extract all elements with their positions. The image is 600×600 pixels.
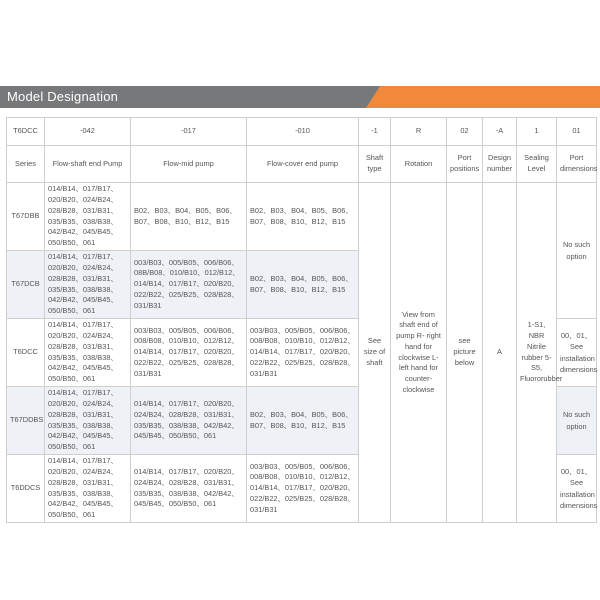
model-designation-table xyxy=(6,117,597,523)
code-cell: -1 xyxy=(359,118,391,146)
port-dimensions-cell: No such option xyxy=(557,183,597,319)
code-cell: 02 xyxy=(447,118,483,146)
design-number-cell: A xyxy=(483,183,517,523)
series-cell: T6DCC xyxy=(7,319,45,387)
code-row xyxy=(7,118,597,146)
code-cell: -A xyxy=(483,118,517,146)
code-cell: -042 xyxy=(45,118,131,146)
code-cell: -010 xyxy=(247,118,359,146)
shaft-end-cell: 014/B14、017/B17、020/B20、024/B24、028/B28、031/B31、035/B35、038/B38、042/B42、045/B45、050/B50、061 xyxy=(45,319,131,387)
series-cell: T67DCB xyxy=(7,251,45,319)
mid-pump-cell: 014/B14、017/B17、020/B20、024/B24、028/B28、031/B31、035/B35、038/B38、042/B42、045/B45、050/B50、061 xyxy=(131,455,247,523)
port-positions-cell: see picture below xyxy=(447,183,483,523)
code-cell: R xyxy=(391,118,447,146)
banner-orange-accent xyxy=(366,86,600,108)
mid-pump-cell: B02、B03、B04、B05、B06、B07、B08、B10、B12、B15 xyxy=(131,183,247,251)
column-header: Sealing Level xyxy=(517,146,557,183)
cover-end-cell: 003/B03、005/B05、006/B06、008/B08、010/B10、012/B12、014/B14、017/B17、020/B20、022/B22、025/B25、028/B28、031/B31 xyxy=(247,455,359,523)
column-header: Series xyxy=(7,146,45,183)
cover-end-cell: B02、B03、B04、B05、B06、B07、B08、B10、B12、B15 xyxy=(247,387,359,455)
column-header: Flow-mid pump xyxy=(131,146,247,183)
column-header: Flow-cover end pump xyxy=(247,146,359,183)
column-header: Shaft type xyxy=(359,146,391,183)
port-dimensions-cell: No such option xyxy=(557,387,597,455)
cover-end-cell: 003/B03、005/B05、006/B06、008/B08、010/B10、012/B12、014/B14、017/B17、020/B20、022/B22、025/B25、028/B28、031/B31 xyxy=(247,319,359,387)
cover-end-cell: B02、B03、B04、B05、B06、B07、B08、B10、B12、B15 xyxy=(247,183,359,251)
rotation-cell: View from shaft end of pump R- right hand for clockwise L- left hand for counter-clockwise xyxy=(391,183,447,523)
code-cell: T6DCC xyxy=(7,118,45,146)
table-row xyxy=(7,183,597,251)
series-cell: T67DBB xyxy=(7,183,45,251)
column-header: Port positions xyxy=(447,146,483,183)
shaft-type-cell: See size of shaft xyxy=(359,183,391,523)
cover-end-cell: B02、B03、B04、B05、B06、B07、B08、B10、B12、B15 xyxy=(247,251,359,319)
section-title: Model Designation xyxy=(7,89,119,104)
column-header: Port dimensions xyxy=(557,146,597,183)
port-dimensions-cell: 00、01、See installation dimensions xyxy=(557,455,597,523)
column-header: Flow-shaft end Pump xyxy=(45,146,131,183)
mid-pump-cell: 003/B03、005/B05、006/B06、008/B08、010/B10、012/B12、014/B14、017/B17、020/B20、022/B22、025/B25、028/B28、031/B31 xyxy=(131,319,247,387)
shaft-end-cell: 014/B14、017/B17、020/B20、024/B24、028/B28、031/B31、035/B35、038/B38、042/B42、045/B45、050/B50、061 xyxy=(45,183,131,251)
code-cell: 1 xyxy=(517,118,557,146)
series-cell: T67DDBS xyxy=(7,387,45,455)
mid-pump-cell: 014/B14、017/B17、020/B20、024/B24、028/B28、031/B31、035/B35、038/B38、042/B42、045/B45、050/B50、061 xyxy=(131,387,247,455)
mid-pump-cell: 003/B03、005/B05、006/B06、08B/B08、010/B10、012/B12、014/B14、017/B17、020/B20、022/B22、025/B25、028/B28、031/B31 xyxy=(131,251,247,319)
shaft-end-cell: 014/B14、017/B17、020/B20、024/B24、028/B28、031/B31、035/B35、038/B38、042/B42、045/B45、050/B50、061 xyxy=(45,251,131,319)
column-header: Rotation xyxy=(391,146,447,183)
header-row xyxy=(7,146,597,183)
shaft-end-cell: 014/B14、017/B17、020/B20、024/B24、028/B28、031/B31、035/B35、038/B38、042/B42、045/B45、050/B50、061 xyxy=(45,387,131,455)
code-cell: 01 xyxy=(557,118,597,146)
port-dimensions-cell: 00、01、See installation dimensions xyxy=(557,319,597,387)
code-cell: -017 xyxy=(131,118,247,146)
sealing-level-cell: 1-S1, NBR Nitrile rubber 5-S5, Fluororubber xyxy=(517,183,557,523)
section-banner xyxy=(0,86,600,108)
shaft-end-cell: 014/B14、017/B17、020/B20、024/B24、028/B28、031/B31、035/B35、038/B38、042/B42、045/B45、050/B50、061 xyxy=(45,455,131,523)
column-header: Design number xyxy=(483,146,517,183)
series-cell: T6DDCS xyxy=(7,455,45,523)
